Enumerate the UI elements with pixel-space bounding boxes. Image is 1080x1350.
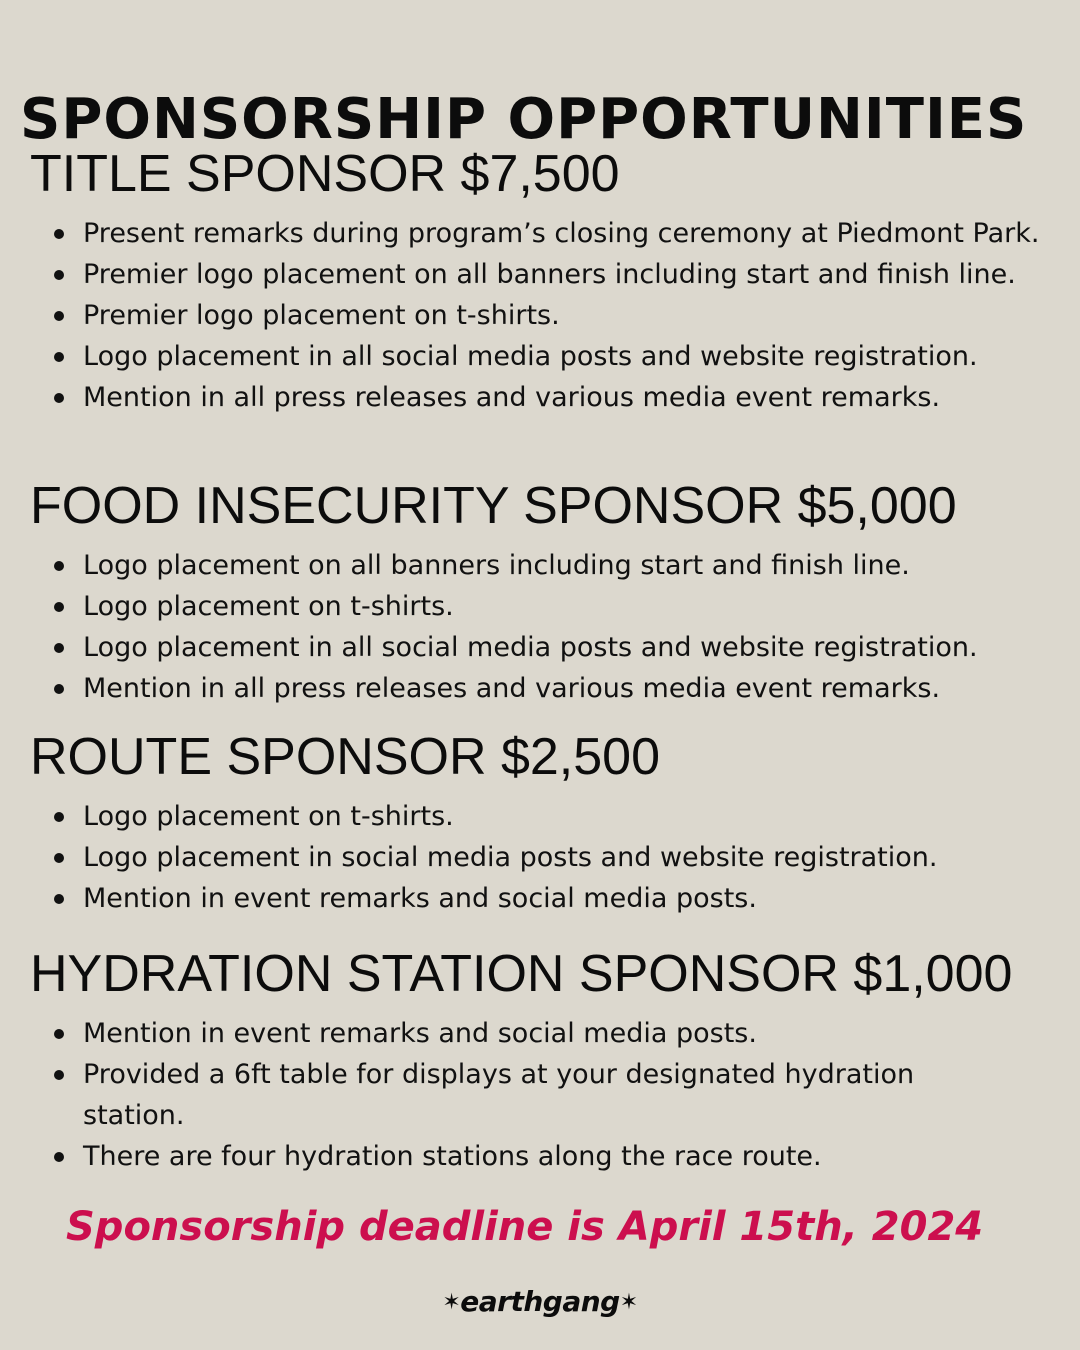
- tier-heading: ROUTE SPONSOR $2,500: [30, 728, 660, 786]
- benefit-item: There are four hydration stations along the race route.: [30, 1136, 1075, 1177]
- tier-heading: HYDRATION STATION SPONSOR $1,000: [30, 945, 1013, 1003]
- tier-route-sponsor: [30, 726, 1075, 919]
- benefit-list: [30, 796, 1075, 919]
- benefit-item: Mention in all press releases and various media event remarks.: [30, 377, 1075, 418]
- benefit-item: Provided a 6ft table for displays at your designated hydration station.: [30, 1054, 1075, 1136]
- benefit-list: [30, 545, 1075, 709]
- page-title: SPONSORSHIP OPPORTUNITIES: [20, 86, 1028, 152]
- benefit-item: Mention in all press releases and various media event remarks.: [30, 668, 1075, 709]
- benefit-item: Logo placement in all social media posts and website registration.: [30, 336, 1075, 377]
- tier-title-sponsor: [30, 143, 1075, 418]
- benefit-item: Logo placement in all social media posts and website registration.: [30, 627, 1075, 668]
- benefit-item: Mention in event remarks and social media posts.: [30, 1013, 1075, 1054]
- tier-heading: TITLE SPONSOR $7,500: [30, 145, 620, 203]
- brand-logo: [0, 1282, 1080, 1323]
- benefit-item: Logo placement on t-shirts.: [30, 586, 1075, 627]
- benefit-item: Logo placement on all banners including start and finish line.: [30, 545, 1075, 586]
- benefit-item: Logo placement in social media posts and website registration.: [30, 837, 1075, 878]
- benefit-item: Present remarks during program’s closing ceremony at Piedmont Park.: [30, 213, 1075, 254]
- tier-hydration-station-sponsor: [30, 943, 1075, 1177]
- sparkle-icon: ✶: [619, 1290, 638, 1315]
- tier-heading: FOOD INSECURITY SPONSOR $5,000: [30, 477, 957, 535]
- benefit-item: Mention in event remarks and social media posts.: [30, 878, 1075, 919]
- benefit-item: Premier logo placement on all banners including start and finish line.: [30, 254, 1075, 295]
- benefit-item: Logo placement on t-shirts.: [30, 796, 1075, 837]
- benefit-item: Premier logo placement on t-shirts.: [30, 295, 1075, 336]
- benefit-list: [30, 1013, 1075, 1177]
- sponsorship-deadline: Sponsorship deadline is April 15th, 2024: [66, 1204, 984, 1250]
- brand-name: earthgang: [460, 1285, 620, 1318]
- benefit-list: [30, 213, 1075, 418]
- tier-food-insecurity-sponsor: [30, 475, 1075, 709]
- sparkle-icon: ✶: [442, 1290, 461, 1315]
